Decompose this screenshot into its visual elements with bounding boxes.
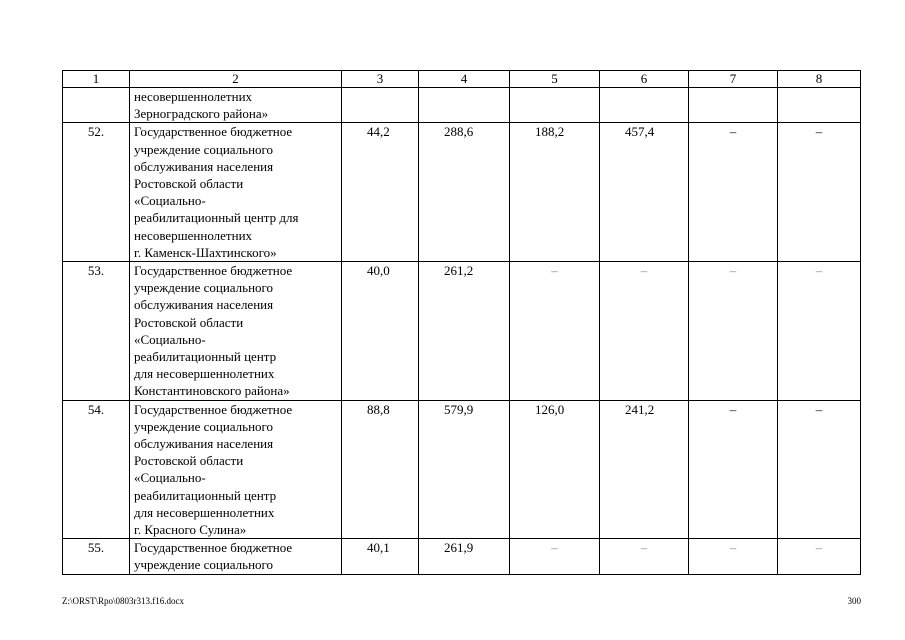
name-line: для несовершеннолетних — [134, 366, 275, 382]
column-header: 7 — [689, 71, 778, 88]
value-cell: – — [689, 123, 778, 262]
value-cell: 579,9 — [419, 400, 510, 539]
column-header: 3 — [342, 71, 419, 88]
name-line: реабилитационный центр — [134, 349, 277, 365]
column-header: 2 — [130, 71, 342, 88]
name-line: учреждение социального — [134, 557, 274, 573]
value-cell: 261,9 — [419, 539, 510, 574]
value-cell — [778, 88, 861, 123]
value-cell: 40,0 — [342, 262, 419, 401]
table-row-53 — [63, 262, 861, 401]
name-line: Ростовской области — [134, 176, 244, 192]
table-header-row — [63, 71, 861, 88]
value-cell: 261,2 — [419, 262, 510, 401]
value-cell: – — [778, 539, 861, 574]
value-cell: – — [689, 400, 778, 539]
value-cell: – — [510, 539, 600, 574]
name-line: Государственное бюджетное — [134, 263, 293, 279]
institution-name-cell — [130, 262, 342, 401]
column-header: 6 — [600, 71, 689, 88]
name-line: «Социально- — [134, 193, 206, 209]
name-line: учреждение социального — [134, 141, 274, 157]
column-header: 4 — [419, 71, 510, 88]
institution-name-cell — [130, 123, 342, 262]
name-line: Ростовской области — [134, 453, 244, 469]
value-cell: – — [510, 262, 600, 401]
value-cell — [510, 88, 600, 123]
value-cell — [689, 88, 778, 123]
value-cell: – — [600, 539, 689, 574]
value-cell: – — [778, 123, 861, 262]
name-line: обслуживания населения — [134, 297, 274, 313]
name-line: учреждение социального — [134, 418, 274, 434]
table-row-54 — [63, 400, 861, 539]
table-row-52 — [63, 123, 861, 262]
value-cell: 188,2 — [510, 123, 600, 262]
value-cell: 241,2 — [600, 400, 689, 539]
value-cell: 40,1 — [342, 539, 419, 574]
table-container — [62, 70, 861, 576]
value-cell — [342, 88, 419, 123]
footer-page-number: 300 — [847, 596, 861, 606]
name-line: Зерноградского района» — [134, 106, 269, 122]
row-number-cell: 55. — [63, 539, 130, 574]
row-number-cell: 53. — [63, 262, 130, 401]
value-cell: – — [689, 539, 778, 574]
name-line: для несовершеннолетних — [134, 504, 275, 520]
name-line: Государственное бюджетное — [134, 124, 293, 140]
value-cell: – — [600, 262, 689, 401]
row-number-cell: 54. — [63, 400, 130, 539]
name-line: Константиновского района» — [134, 383, 290, 399]
institution-name-cell — [130, 400, 342, 539]
name-line: г. Каменск-Шахтинского» — [134, 244, 277, 260]
name-line: Государственное бюджетное — [134, 401, 293, 417]
institution-name-cell — [130, 539, 342, 574]
name-line: обслуживания населения — [134, 436, 274, 452]
name-line: «Социально- — [134, 470, 206, 486]
name-line: г. Красного Сулина» — [134, 522, 247, 538]
value-cell: – — [689, 262, 778, 401]
name-line: обслуживания населения — [134, 158, 274, 174]
value-cell — [419, 88, 510, 123]
name-line: Ростовской области — [134, 314, 244, 330]
row-number-cell — [63, 88, 130, 123]
footer-file-path: Z:\ORST\Rpo\0803r313.f16.docx — [62, 596, 184, 606]
value-cell: 126,0 — [510, 400, 600, 539]
name-line: реабилитационный центр — [134, 487, 277, 503]
name-line: реабилитационный центр для — [134, 210, 299, 226]
value-cell: 457,4 — [600, 123, 689, 262]
row-number-cell: 52. — [63, 123, 130, 262]
table-row-continuation — [63, 88, 861, 123]
value-cell: 88,8 — [342, 400, 419, 539]
column-header: 1 — [63, 71, 130, 88]
value-cell: 44,2 — [342, 123, 419, 262]
table-row-55 — [63, 539, 861, 574]
column-header: 8 — [778, 71, 861, 88]
value-cell: 288,6 — [419, 123, 510, 262]
name-line: Государственное бюджетное — [134, 540, 293, 556]
name-line: учреждение социального — [134, 280, 274, 296]
value-cell: – — [778, 262, 861, 401]
name-line: «Социально- — [134, 331, 206, 347]
value-cell: – — [778, 400, 861, 539]
institution-name-cell — [130, 88, 342, 123]
data-table — [62, 70, 861, 575]
column-header: 5 — [510, 71, 600, 88]
name-line: несовершеннолетних — [134, 89, 253, 104]
value-cell — [600, 88, 689, 123]
name-line: несовершеннолетних — [134, 227, 253, 243]
